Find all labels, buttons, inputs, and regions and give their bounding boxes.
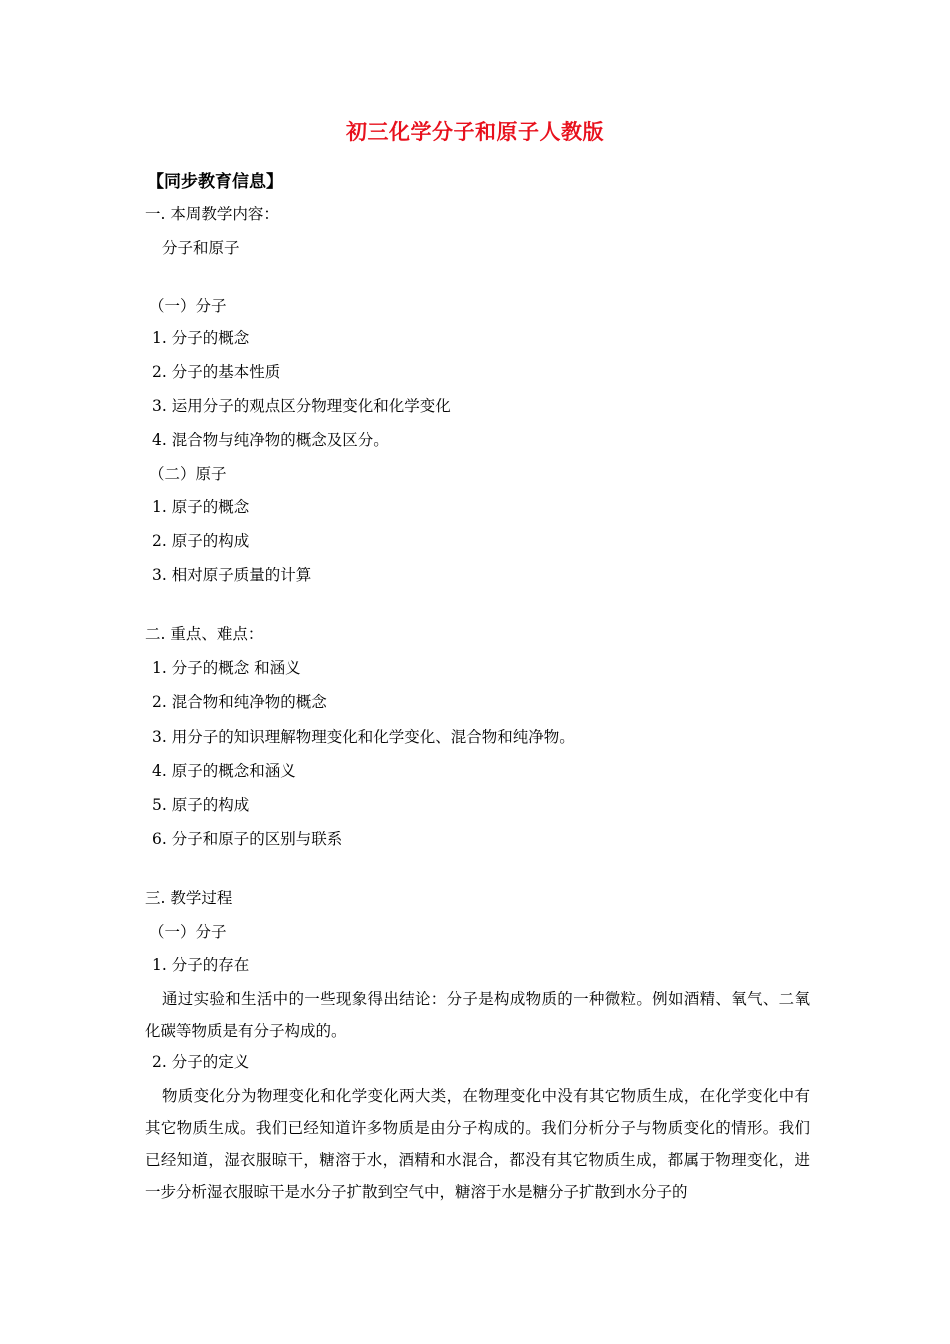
part1-heading: 一. 本周教学内容： [145, 205, 279, 223]
part3-item1: 1. 分子的存在 [152, 956, 250, 974]
part2-heading: 二. 重点、难点： [145, 625, 264, 643]
list-item: 1. 分子的概念 [152, 329, 250, 347]
document-title: 初三化学分子和原子人教版 [346, 119, 604, 144]
list-item: 3. 运用分子的观点区分物理变化和化学变化 [152, 397, 451, 415]
part3-heading: 三. 教学过程 [145, 889, 233, 907]
list-item: 2. 分子的基本性质 [152, 363, 281, 381]
paragraph: 物质变化分为物理变化和化学变化两大类，在物理变化中没有其它物质生成，在化学变化中有其它物质生成。我们已经知道许多物质是由分子构成的。我们分析分子与物质变化的情形。我们已经知道，湿衣服晾干，糖溶于水，酒精和水混合，都没有其它物质生成，都属于物理变化，进一步分析湿衣服晾干是水分子扩散到空气中，糖溶于水是糖分子扩散到水分子的 [145, 1087, 810, 1201]
list-item: 2. 原子的构成 [152, 532, 250, 550]
part1-sub1: （一）分子 [149, 297, 227, 315]
part1-sub2: （二）原子 [149, 465, 227, 483]
list-item: 1. 原子的概念 [152, 498, 250, 516]
list-item: 5. 原子的构成 [152, 796, 250, 814]
list-item: 1. 分子的概念 和涵义 [152, 659, 301, 677]
list-item: 4. 混合物与纯净物的概念及区分。 [152, 431, 389, 449]
list-item: 4. 原子的概念和涵义 [152, 762, 296, 780]
part1-topic: 分子和原子 [162, 239, 240, 257]
list-item: 2. 混合物和纯净物的概念 [152, 693, 327, 711]
part3-item2: 2. 分子的定义 [152, 1053, 250, 1071]
section-heading: 【同步教育信息】 [147, 172, 283, 192]
paragraph: 通过实验和生活中的一些现象得出结论：分子是构成物质的一种微粒。例如酒精、氧气、二氧化碳等物质是有分子构成的。 [145, 990, 810, 1040]
list-item: 3. 用分子的知识理解物理变化和化学变化、混合物和纯净物。 [152, 728, 575, 746]
list-item: 6. 分子和原子的区别与联系 [152, 830, 343, 848]
list-item: 3. 相对原子质量的计算 [152, 566, 312, 584]
part3-sub1: （一）分子 [149, 923, 227, 941]
